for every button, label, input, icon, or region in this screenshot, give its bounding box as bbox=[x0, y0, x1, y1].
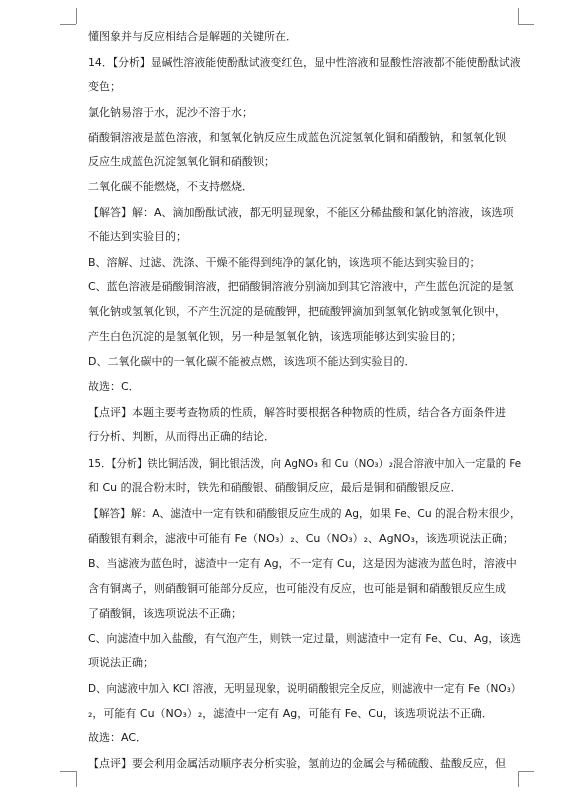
crop-mark-bottom-left-v bbox=[76, 771, 77, 787]
text-line: B、当滤液为蓝色时，滤渣中一定有 Ag，不一定有 Cu，这是因为滤液为蓝色时，溶液中 bbox=[88, 557, 517, 570]
text-line: 不能达到实验目的； bbox=[88, 230, 187, 243]
text-line: 变色； bbox=[88, 80, 121, 93]
text-line: 和 Cu 的混合粉末时，铁先和硝酸银、硝酸铜反应，最后是铜和硝酸银反应． bbox=[88, 481, 462, 494]
text-line: 懂图象并与反应相结合是解题的关键所在． bbox=[88, 30, 297, 43]
text-line: B、溶解、过滤、洗涤、干燥不能得到纯净的氯化钠，该选项不能达到实验目的； bbox=[88, 256, 481, 269]
crop-mark-bottom-right-v bbox=[518, 771, 519, 787]
crop-mark-top-right-h bbox=[518, 24, 534, 25]
text-line: 产生白色沉淀的是氢氧化钡，另一种是氢氧化钠，该选项能够达到实验目的； bbox=[88, 330, 462, 343]
question-14-choice: 故选：C． bbox=[88, 380, 140, 393]
text-line: 硝酸铜溶液是蓝色溶液，和氢氧化钠反应生成蓝色沉淀氢氧化铜和硝酸钠，和氢氧化钡 bbox=[88, 131, 506, 144]
question-14-analysis: 14．【分析】显碱性溶液能使酚酞试液变红色，显中性溶液和显酸性溶液都不能使酚酞试液 bbox=[88, 56, 521, 69]
crop-mark-bottom-left-h bbox=[60, 771, 76, 772]
crop-mark-bottom-right-h bbox=[518, 771, 534, 772]
question-15-analysis: 15．【分析】铁比铜活泼，铜比银活泼，向 AgNO₃ 和 Cu（NO₃）₂混合溶液中加入一定量的 Fe bbox=[88, 457, 522, 470]
text-line: C、向滤渣中加入盐酸，有气泡产生，则铁一定过量，则滤渣中一定有 Fe、Cu、Ag，该选 bbox=[88, 632, 522, 645]
text-line: ₂，可能有 Cu（NO₃）₂，滤渣中一定有 Ag，可能有 Fe、Cu，该选项说法不正确． bbox=[88, 707, 493, 720]
text-line: 反应生成蓝色沉淀氢氧化铜和硝酸钡； bbox=[88, 155, 275, 168]
text-line: 行分析、判断，从而得出正确的结论． bbox=[88, 430, 275, 443]
crop-mark-top-left-v bbox=[76, 8, 77, 24]
question-14-comment: 【点评】本题主要考查物质的性质，解答时要根据各种物质的性质，结合各方面条件进 bbox=[88, 406, 506, 419]
text-line: D、向滤液中加入 KCl 溶液，无明显现象，说明硝酸银完全反应，则滤液中一定有 Fe（NO₃） bbox=[88, 682, 522, 695]
question-15-answer: 【解答】解：A、滤渣中一定有铁和硝酸银反应生成的 Ag，如果 Fe、Cu 的混合粉末很少， bbox=[88, 507, 521, 520]
crop-mark-top-right-v bbox=[518, 8, 519, 24]
crop-mark-top-left-h bbox=[60, 24, 76, 25]
question-15-choice: 故选：AC． bbox=[88, 731, 148, 744]
text-line: C、蓝色溶液是硝酸铜溶液，把硝酸铜溶液分别滴加到其它溶液中，产生蓝色沉淀的是氢 bbox=[88, 280, 514, 293]
text-line: 硝酸银有剩余，滤液中可能有 Fe（NO₃）₂、Cu（NO₃）₂、AgNO₃，该选项说法正确； bbox=[88, 532, 514, 545]
question-14-answer: 【解答】解：A、滴加酚酞试液，都无明显现象，不能区分稀盐酸和氯化钠溶液，该选项 bbox=[88, 206, 514, 219]
text-line: 项说法正确； bbox=[88, 656, 154, 669]
text-line: D、二氧化碳中的一氧化碳不能被点燃，该选项不能达到实验目的． bbox=[88, 355, 416, 368]
text-line: 二氧化碳不能燃烧，不支持燃烧． bbox=[88, 180, 253, 193]
text-line: 氯化钠易溶于水，泥沙不溶于水； bbox=[88, 106, 253, 119]
text-line: 氧化钠或氢氧化钡，不产生沉淀的是硫酸钾，把硫酸钾滴加到氢氧化钠或氢氧化钡中， bbox=[88, 305, 506, 318]
question-15-comment: 【点评】要会利用金属活动顺序表分析实验，氢前边的金属会与稀硫酸、盐酸反应，但 bbox=[88, 757, 506, 770]
text-line: 含有铜离子，则硝酸铜可能部分反应，也可能没有反应，也可能是铜和硝酸银反应生成 bbox=[88, 582, 506, 595]
text-line: 了硝酸铜，该选项说法不正确； bbox=[88, 607, 242, 620]
